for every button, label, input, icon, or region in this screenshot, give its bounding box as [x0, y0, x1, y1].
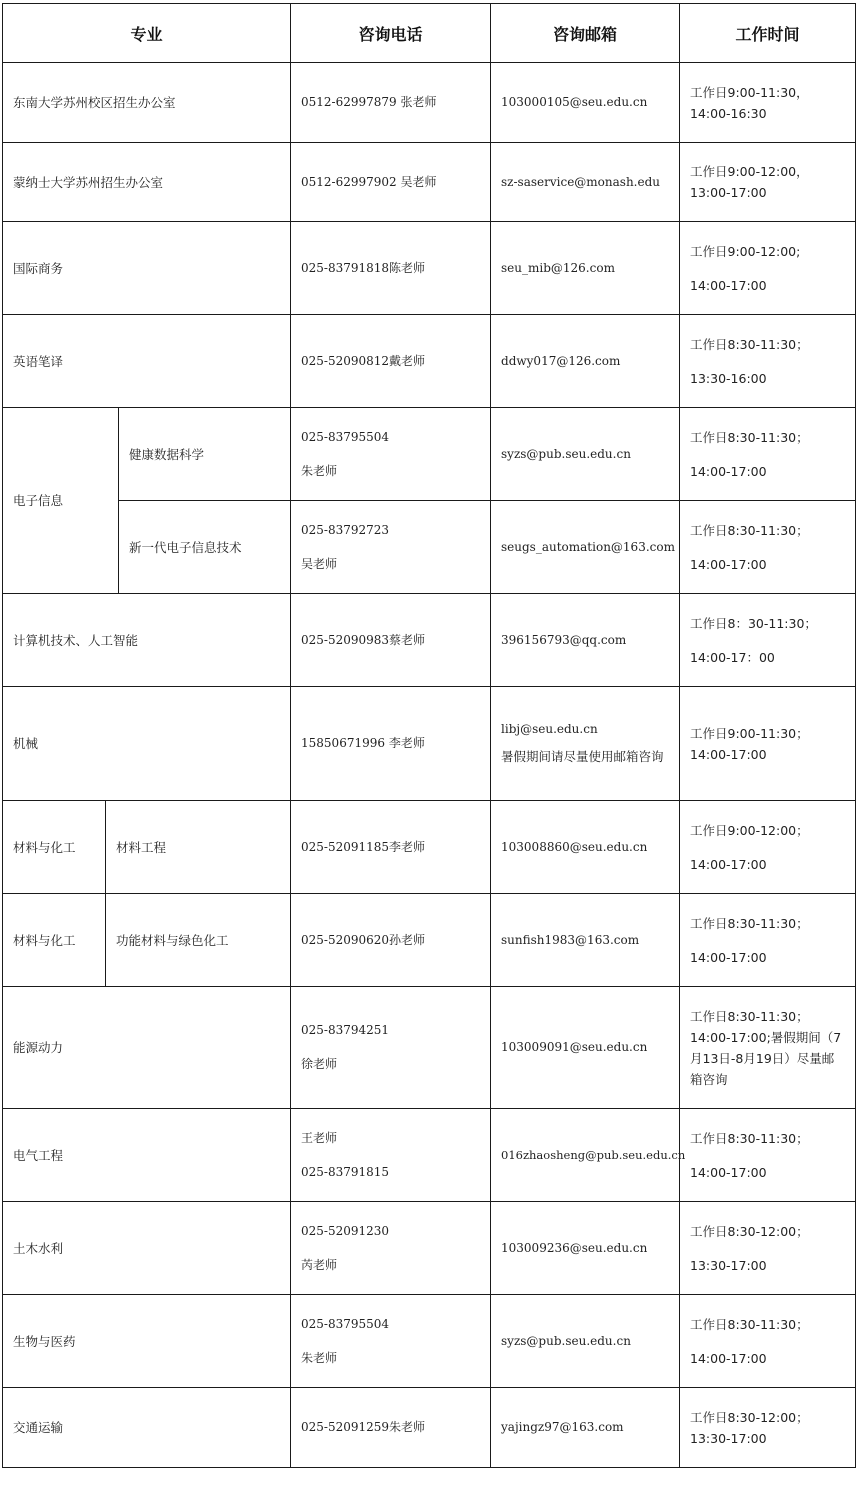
hours-line: 14:00-17:00	[690, 949, 767, 965]
table-row	[3, 222, 856, 315]
major-cell: 材料与化工	[3, 894, 106, 987]
email-cell: 103009091@seu.edu.cn	[491, 987, 680, 1109]
phone-cell: 15850671996 李老师	[291, 687, 491, 801]
email-cell: 103000105@seu.edu.cn	[491, 63, 680, 143]
table-row	[3, 801, 856, 894]
hours-cell	[680, 594, 856, 687]
major-cell: 蒙纳士大学苏州招生办公室	[3, 143, 291, 222]
major-cell: 能源动力	[3, 987, 291, 1109]
phone-cell: 025-52091259朱老师	[291, 1388, 491, 1468]
phone-line: 025-83795504	[301, 1316, 390, 1331]
phone-cell	[291, 1202, 491, 1295]
email-cell: yajingz97@163.com	[491, 1388, 680, 1468]
hours-cell: 工作日9:00-12:00，13:00-17:00	[680, 143, 856, 222]
hours-cell	[680, 1295, 856, 1388]
phone-line: 朱老师	[301, 1350, 338, 1365]
email-cell: 103008860@seu.edu.cn	[491, 801, 680, 894]
hours-cell: 工作日8:30-12:00；13:30-17:00	[680, 1388, 856, 1468]
table-row	[3, 63, 856, 143]
table-row	[3, 501, 856, 594]
phone-cell	[291, 987, 491, 1109]
hours-cell: 工作日9:00-11:30；14:00-17:00	[680, 687, 856, 801]
hours-line: 13:30-17:00	[690, 1257, 767, 1273]
email-cell: 016zhaosheng@pub.seu.edu.cn	[491, 1109, 680, 1202]
hours-line: 工作日8:30-11:30；	[690, 522, 809, 538]
phone-cell: 0512-62997902 吴老师	[291, 143, 491, 222]
table-row	[3, 1109, 856, 1202]
email-cell: seu_mib@126.com	[491, 222, 680, 315]
hours-line: 工作日8:30-11:30；	[690, 429, 809, 445]
hours-cell	[680, 1109, 856, 1202]
hours-cell: 工作日8:30-11:30；14:00-17:00;暑假期间（7月13日-8月19日）尽量邮箱咨询	[680, 987, 856, 1109]
hours-cell	[680, 408, 856, 501]
email-cell: 103009236@seu.edu.cn	[491, 1202, 680, 1295]
major-cell: 英语笔译	[3, 315, 291, 408]
hours-cell	[680, 894, 856, 987]
major-cell: 电子信息	[3, 408, 119, 594]
phone-line: 025-83794251	[301, 1023, 390, 1037]
hours-line: 工作日8:30-11:30；	[690, 1316, 809, 1332]
hours-line: 14:00-17:00	[690, 463, 767, 479]
table-row	[3, 408, 856, 501]
phone-cell: 0512-62997879 张老师	[291, 63, 491, 143]
major-cell: 东南大学苏州校区招生办公室	[3, 63, 291, 143]
phone-line: 吴老师	[301, 556, 338, 571]
contact-table	[2, 3, 856, 1468]
hours-line: 14:00-17:00	[690, 277, 767, 293]
hours-line: 工作日8:30-12:00；	[690, 1223, 809, 1239]
phone-cell: 025-52091185李老师	[291, 801, 491, 894]
table-row	[3, 894, 856, 987]
phone-cell: 025-52090812戴老师	[291, 315, 491, 408]
phone-line: 025-83792723	[301, 522, 390, 537]
hours-line: 工作日9:00-12:00;	[690, 243, 801, 259]
phone-cell	[291, 1109, 491, 1202]
table-header-row	[3, 4, 856, 63]
hours-line: 工作日8:30-11:30；	[690, 1130, 809, 1146]
email-line: libj@seu.edu.cn	[501, 722, 598, 736]
major-cell: 材料与化工	[3, 801, 106, 894]
table-row	[3, 143, 856, 222]
table-row	[3, 594, 856, 687]
hours-cell	[680, 222, 856, 315]
table-row	[3, 687, 856, 801]
email-cell	[491, 687, 680, 801]
phone-line: 芮老师	[301, 1257, 338, 1272]
hours-line: 工作日8:30-11:30；	[690, 336, 809, 352]
table-row	[3, 315, 856, 408]
header-phone: 咨询电话	[291, 4, 491, 63]
email-cell: sz-saservice@monash.edu	[491, 143, 680, 222]
table-row	[3, 1295, 856, 1388]
hours-line: 14:00-17:00	[690, 1350, 767, 1366]
table-row	[3, 987, 856, 1109]
hours-cell	[680, 1202, 856, 1295]
phone-cell: 025-83791818陈老师	[291, 222, 491, 315]
phone-line: 025-83795504	[301, 429, 390, 444]
phone-cell	[291, 501, 491, 594]
hours-line: 工作日8:30-11:30；	[690, 915, 809, 931]
hours-cell	[680, 315, 856, 408]
hours-cell	[680, 501, 856, 594]
hours-line: 工作日8：30-11:30；	[690, 615, 817, 631]
header-email: 咨询邮箱	[491, 4, 680, 63]
hours-line: 14:00-17：00	[690, 649, 775, 665]
sub-major-cell: 健康数据科学	[119, 408, 291, 501]
hours-cell	[680, 801, 856, 894]
hours-line: 13:30-16:00	[690, 370, 767, 386]
email-note: 暑假期间请尽量使用邮箱咨询	[501, 749, 664, 764]
table-row	[3, 1202, 856, 1295]
table-row	[3, 1388, 856, 1468]
email-cell: 396156793@qq.com	[491, 594, 680, 687]
phone-cell	[291, 408, 491, 501]
email-cell: sunfish1983@163.com	[491, 894, 680, 987]
major-cell: 国际商务	[3, 222, 291, 315]
hours-line: 14:00-17:00	[690, 856, 767, 872]
header-hours: 工作时间	[680, 4, 856, 63]
phone-line: 025-83791815	[301, 1164, 390, 1179]
phone-line: 025-52091230	[301, 1223, 390, 1238]
major-cell: 交通运输	[3, 1388, 291, 1468]
phone-cell	[291, 1295, 491, 1388]
header-major: 专业	[3, 4, 291, 63]
email-cell: ddwy017@126.com	[491, 315, 680, 408]
major-cell: 机械	[3, 687, 291, 801]
hours-line: 14:00-17:00	[690, 1164, 767, 1180]
phone-cell: 025-52090983蔡老师	[291, 594, 491, 687]
major-cell: 计算机技术、人工智能	[3, 594, 291, 687]
phone-line: 王老师	[301, 1130, 338, 1145]
phone-cell: 025-52090620孙老师	[291, 894, 491, 987]
major-cell: 土木水利	[3, 1202, 291, 1295]
sub-major-cell: 材料工程	[106, 801, 291, 894]
email-cell: syzs@pub.seu.edu.cn	[491, 1295, 680, 1388]
hours-line: 14:00-17:00	[690, 556, 767, 572]
hours-line: 工作日9:00-12:00；	[690, 822, 809, 838]
phone-line: 朱老师	[301, 463, 338, 478]
email-cell: syzs@pub.seu.edu.cn	[491, 408, 680, 501]
sub-major-cell: 新一代电子信息技术	[119, 501, 291, 594]
sub-major-cell: 功能材料与绿色化工	[106, 894, 291, 987]
hours-cell: 工作日9:00-11:30，14:00-16:30	[680, 63, 856, 143]
email-cell: seugs_automation@163.com	[491, 501, 680, 594]
phone-line: 徐老师	[301, 1057, 338, 1071]
major-cell: 电气工程	[3, 1109, 291, 1202]
major-cell: 生物与医药	[3, 1295, 291, 1388]
